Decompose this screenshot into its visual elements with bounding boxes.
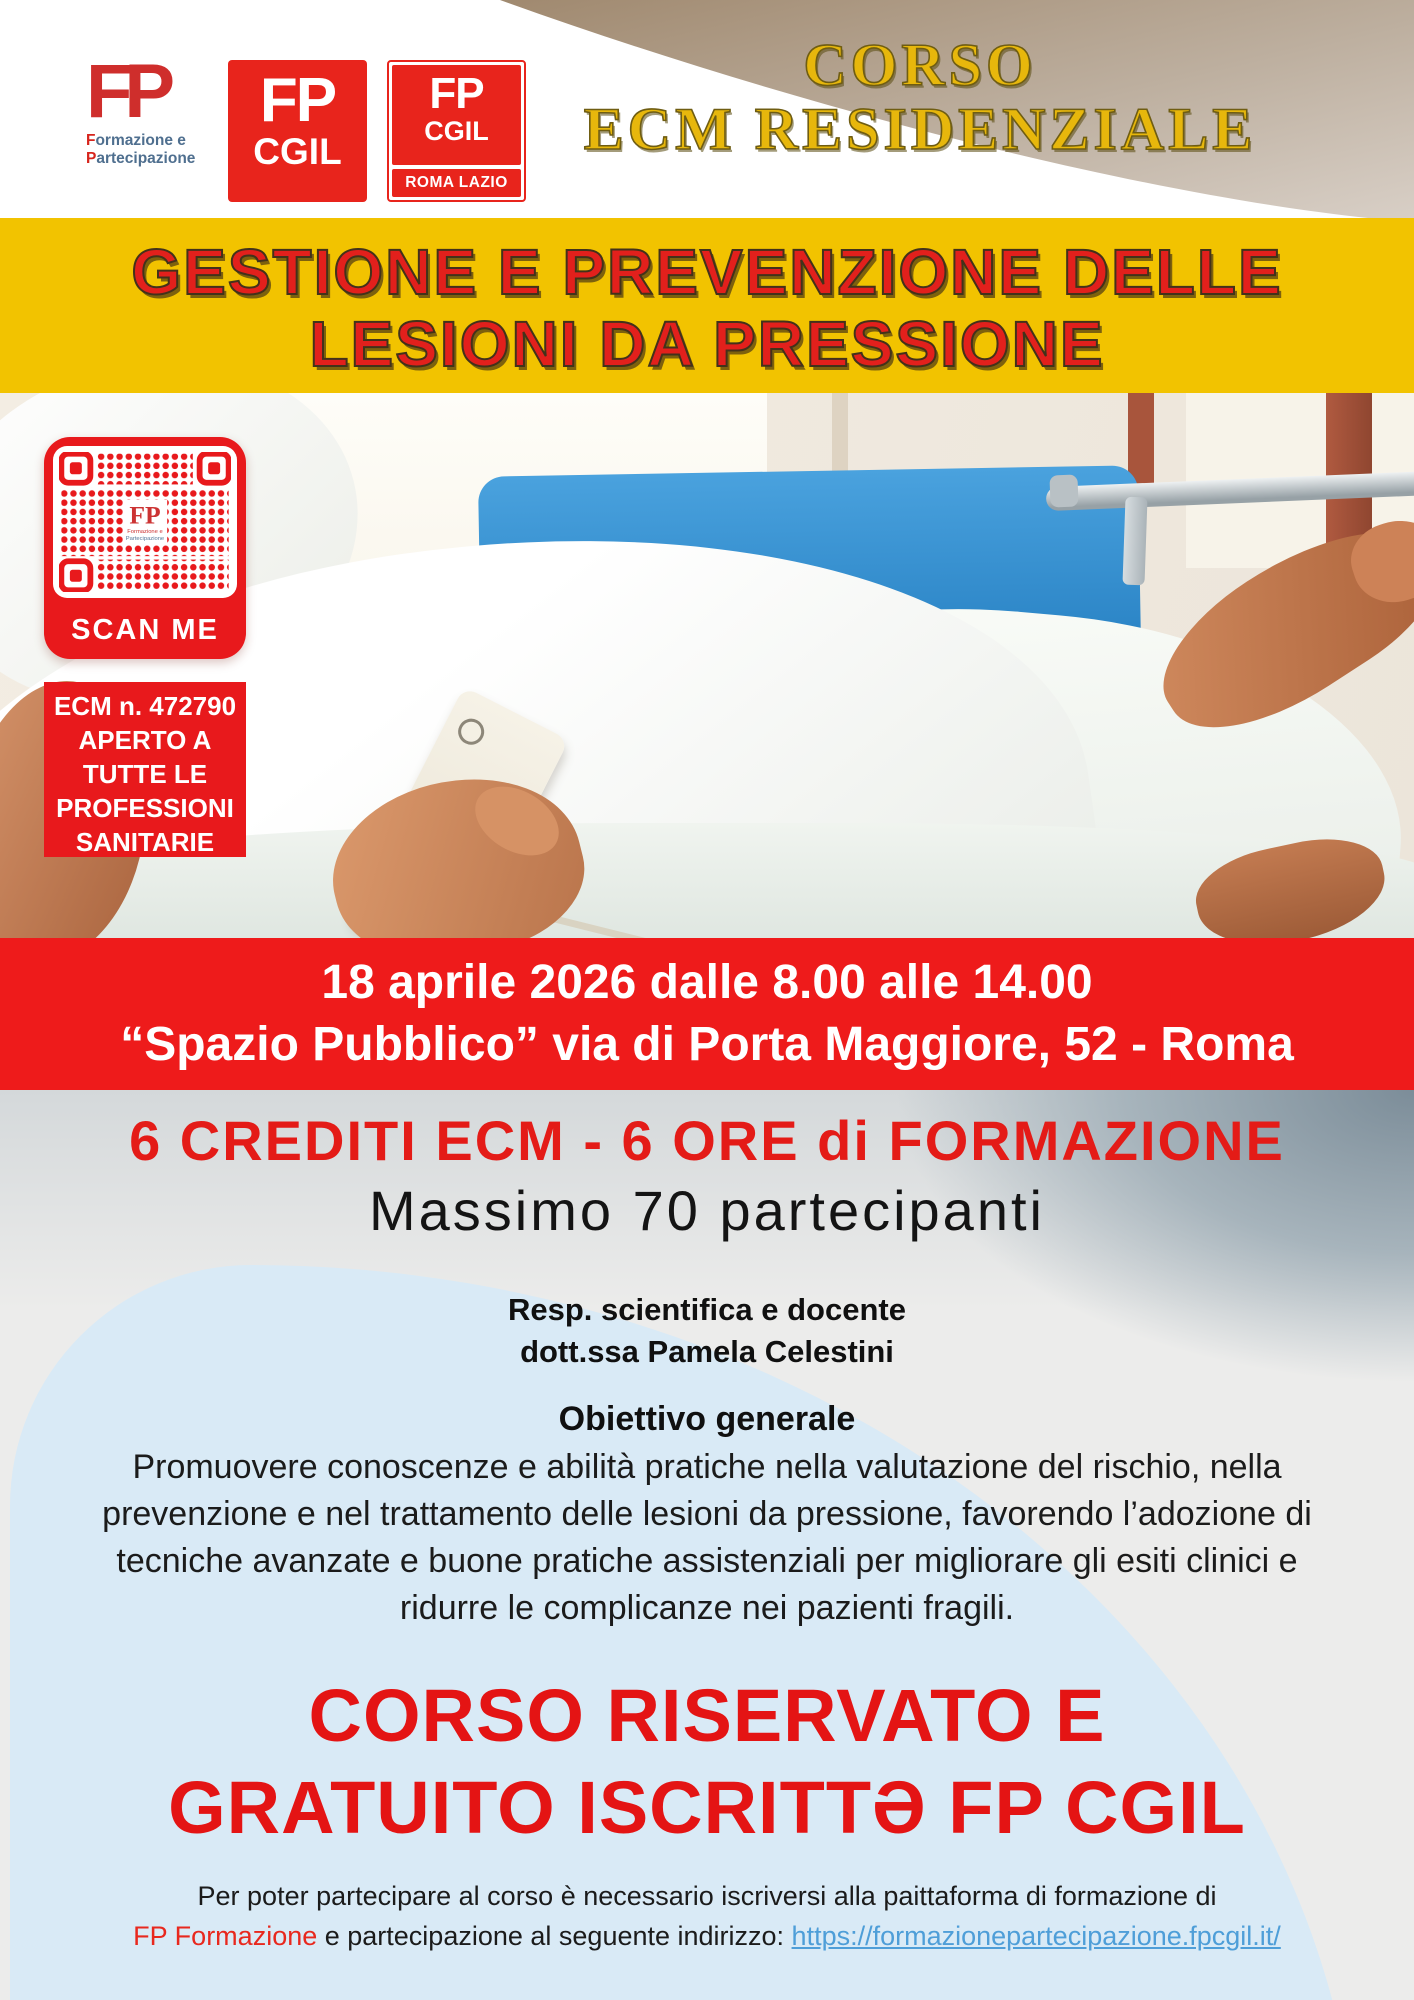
fp-cgil-logo: [228, 60, 367, 202]
roma-logo-top: FP: [429, 69, 484, 118]
qr-code: [53, 446, 237, 598]
title-banner: [0, 218, 1414, 393]
hospital-bed-photo: [0, 393, 1414, 938]
fp-formazione-brand: FP Formazione: [133, 1921, 318, 1951]
event-datetime: 18 aprile 2026 dalle 8.00 alle 14.00: [321, 956, 1093, 1009]
ecm-line: ECM n. 472790: [53, 691, 237, 721]
ecm-line: APERTO A: [78, 725, 212, 755]
fp-cgil-roma-main: [392, 65, 521, 165]
caption-rest: artecipazione: [96, 150, 196, 167]
caption-initial: P: [86, 150, 97, 167]
course-badge-line2: ECM RESIDENZIALE: [583, 96, 1257, 162]
registration-note-rest: e partecipazione al seguente indirizzo:: [317, 1921, 792, 1951]
fp-cgil-logo-bottom: CGIL: [253, 131, 342, 172]
qr-code-icon: [59, 452, 231, 592]
roma-lazio-strip: ROMA LAZIO: [392, 169, 521, 197]
fp-cgil-roma-lazio-logo: [387, 60, 526, 202]
reserved-line2: GRATUITO ISCRITTƏ FP CGIL: [168, 1766, 1246, 1849]
fp-formazione-logo: [86, 49, 216, 168]
responsible-label: Resp. scientifica e docente: [508, 1292, 906, 1327]
course-badge-line1: CORSO: [803, 32, 1037, 98]
event-venue: “Spazio Pubblico” via di Porta Maggiore, 52 - Roma: [120, 1018, 1294, 1071]
event-banner: [0, 938, 1414, 1090]
remote-detail-ring: [454, 714, 489, 749]
qr-center-monogram: FP: [129, 500, 161, 530]
caption-rest: ormazione e: [95, 132, 186, 149]
course-type-badge: [520, 34, 1320, 162]
scan-me-label: SCAN ME: [71, 614, 219, 646]
bed-rail-post: [1122, 497, 1147, 586]
header: [0, 0, 1414, 218]
credits-line: 6 CREDITI ECM - 6 ORE di FORMAZIONE: [129, 1109, 1285, 1172]
fp-logo-caption: [86, 132, 216, 168]
page-title-line2: LESIONI DA PRESSIONE: [309, 308, 1105, 380]
responsible-name: dott.ssa Pamela Celestini: [520, 1334, 894, 1369]
ecm-line: PROFESSIONI: [56, 793, 234, 823]
caption-initial: F: [86, 132, 96, 149]
reserved-course-title: [0, 1670, 1414, 1854]
roma-logo-mid: CGIL: [424, 116, 489, 146]
registration-link[interactable]: https://formazionepartecipazione.fpcgil.it/: [791, 1921, 1281, 1951]
registration-note-line2: [0, 1916, 1414, 1956]
reserved-line1: CORSO RISERVATO E: [308, 1674, 1106, 1757]
qr-center-caption2: Partecipazione: [125, 535, 165, 542]
objective-paragraph: Promuovere conoscenze e abilità pratiche nella valutazione del rischio, nella prevenzione e nel trattamento delle lesioni da pressione, favorendo l’adozione di tecniche avanzate e buone pratiche assistenziali per migliorare gli esiti clinici e ridurre le complicanze nei pazienti fragili.: [102, 1448, 1312, 1627]
ecm-line: SANITARIE: [75, 827, 215, 857]
bed-rail-clamp: [1049, 475, 1078, 508]
ecm-accreditation-box: [44, 682, 246, 857]
course-details-section: [0, 1090, 1414, 2000]
qr-code-card: [44, 437, 246, 659]
registration-note-line1: Per poter partecipare al corso è necessario iscriversi alla paittaforma di formazione di: [197, 1881, 1217, 1911]
objective-text: [0, 1444, 1414, 1632]
fp-cgil-logo-top: FP: [259, 66, 336, 135]
participants-line: Massimo 70 partecipanti: [369, 1179, 1045, 1242]
ecm-line: TUTTE LE: [82, 759, 208, 789]
qr-center-caption1: Formazione e: [127, 529, 163, 536]
fp-monogram-icon: FP: [86, 49, 168, 134]
objective-title: Obiettivo generale: [558, 1400, 856, 1438]
registration-note: [0, 1876, 1414, 1956]
page-title-line1: GESTIONE E PREVENZIONE DELLE: [131, 236, 1283, 308]
